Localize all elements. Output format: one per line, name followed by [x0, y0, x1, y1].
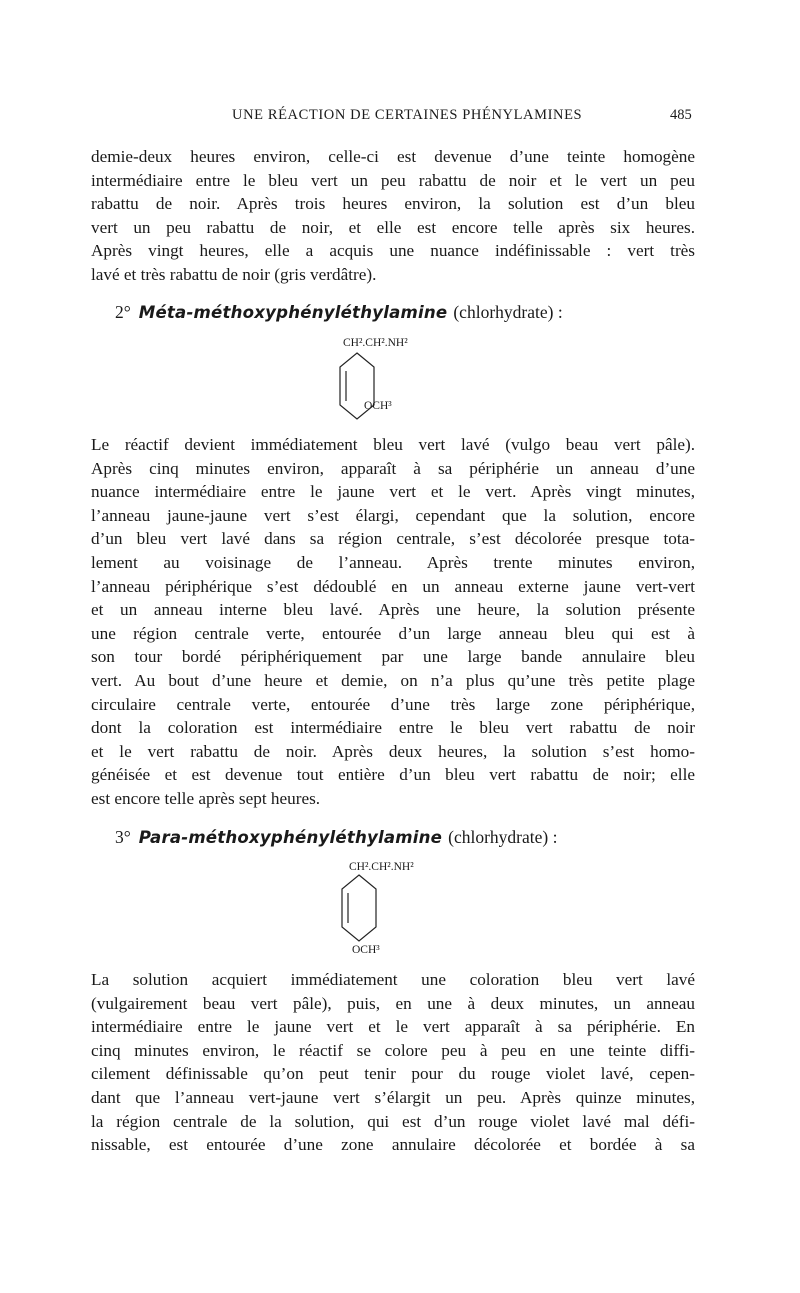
text-line: est encore telle après sept heures. — [91, 788, 321, 808]
text-line: cilement définissable qu’on peut tenir pour du rouge violet lavé, cepen- — [91, 1064, 695, 1084]
text-line: (vulgairement beau vert pâle), puis, en une à deux minutes, un anneau — [91, 993, 695, 1013]
text-line: vert un peu rabattu de noir, et elle est encore telle après six heures. — [91, 217, 695, 237]
text-line: et le vert rabattu de noir. Après deux heures, la solution s’est homo- — [91, 741, 695, 761]
text-line: dant que l’anneau vert-jaune vert s’élargit un peu. Après quinze minutes, — [91, 1087, 695, 1107]
text-line: La solution acquiert immédiatement une coloration bleu vert lavé — [91, 970, 695, 989]
text-line: l’anneau jaune-jaune vert s’est élargi, cependant que la solution, encore — [91, 505, 695, 525]
text-line: d’un bleu vert lavé dans sa région centrale, s’est décolorée presque tota- — [91, 529, 695, 549]
text-line: intermédiaire entre le bleu vert un peu rabattu de noir et le vert un peu — [91, 170, 695, 190]
section-3-heading — [115, 827, 557, 848]
text-line: vert. Au bout d’une heure et demie, on n’a plus qu’une très petite plage — [91, 670, 695, 690]
section-number: 2° — [115, 302, 131, 322]
text-line: lement au voisinage de l’anneau. Après trente minutes environ, — [91, 552, 695, 572]
text-line: généisée et est devenue tout entière d’un bleu vert rabattu de noir; elle — [91, 765, 695, 785]
text-line: lavé et très rabattu de noir (gris verdâtre). — [91, 264, 377, 284]
text-line: dont la coloration est intermédiaire entre le bleu vert rabattu de noir — [91, 718, 695, 738]
text-line: circulaire centrale verte, entourée d’une très large zone périphérique, — [91, 694, 695, 714]
text-line: nissable, est entourée d’une zone annulaire décolorée et bordée à sa — [91, 1135, 695, 1155]
section-2-heading — [115, 302, 563, 323]
text-line: l’anneau périphérique s’est dédoublé en un anneau externe jaune vert-vert — [91, 576, 695, 596]
text-line: la région centrale de la solution, qui est d’un rouge violet lavé mal défi- — [91, 1111, 695, 1131]
text-line: nuance intermédiaire entre le jaune vert et le vert. Après vingt minutes, — [91, 482, 695, 502]
paragraph-3 — [91, 968, 695, 1157]
compound-name: Para-méthoxyphényléthylamine — [138, 828, 443, 847]
text-line: et un anneau interne bleu lavé. Après une heure, la solution présente — [91, 600, 695, 620]
text-line: Après vingt heures, elle a acquis une nuance indéfinissable : vert très — [91, 241, 695, 261]
text-line: Le réactif devient immédiatement bleu vert lavé (vulgo beau vert pâle). — [91, 435, 695, 454]
paragraph-2 — [91, 433, 695, 811]
side-chain-formula: CH².CH².NH² — [343, 337, 408, 349]
text-line: rabattu de noir. Après trois heures environ, la solution est d’un bleu — [91, 194, 695, 214]
compound-qualifier: (chlorhydrate) : — [448, 827, 558, 847]
section-number: 3° — [115, 827, 131, 847]
text-line: Après cinq minutes environ, apparaît à sa périphérie un anneau d’une — [91, 458, 695, 478]
compound-qualifier: (chlorhydrate) : — [453, 302, 563, 322]
methoxy-formula: OCH³ — [352, 944, 380, 956]
benzene-ring-para — [340, 874, 380, 942]
running-title: UNE RÉACTION DE CERTAINES PHÉNYLAMINES — [232, 107, 583, 123]
text-line: cinq minutes environ, le réactif se colore peu à peu en une teinte diffi- — [91, 1040, 695, 1060]
paragraph-1 — [91, 145, 695, 287]
text-line: une région centrale verte, entourée d’un large anneau bleu qui est à — [91, 623, 695, 643]
methoxy-formula: OCH³ — [364, 400, 392, 412]
page-number: 485 — [670, 107, 692, 123]
text-line: intermédiaire entre le jaune vert et le vert apparaît à sa périphérie. En — [91, 1017, 695, 1037]
side-chain-formula: CH².CH².NH² — [349, 861, 414, 873]
text-line: son tour bordé périphériquement par une large bande annulaire bleu — [91, 647, 695, 667]
text-line: demie-deux heures environ, celle-ci est devenue d’une teinte homogène — [91, 147, 695, 166]
compound-name: Méta-méthoxyphényléthylamine — [138, 303, 448, 322]
